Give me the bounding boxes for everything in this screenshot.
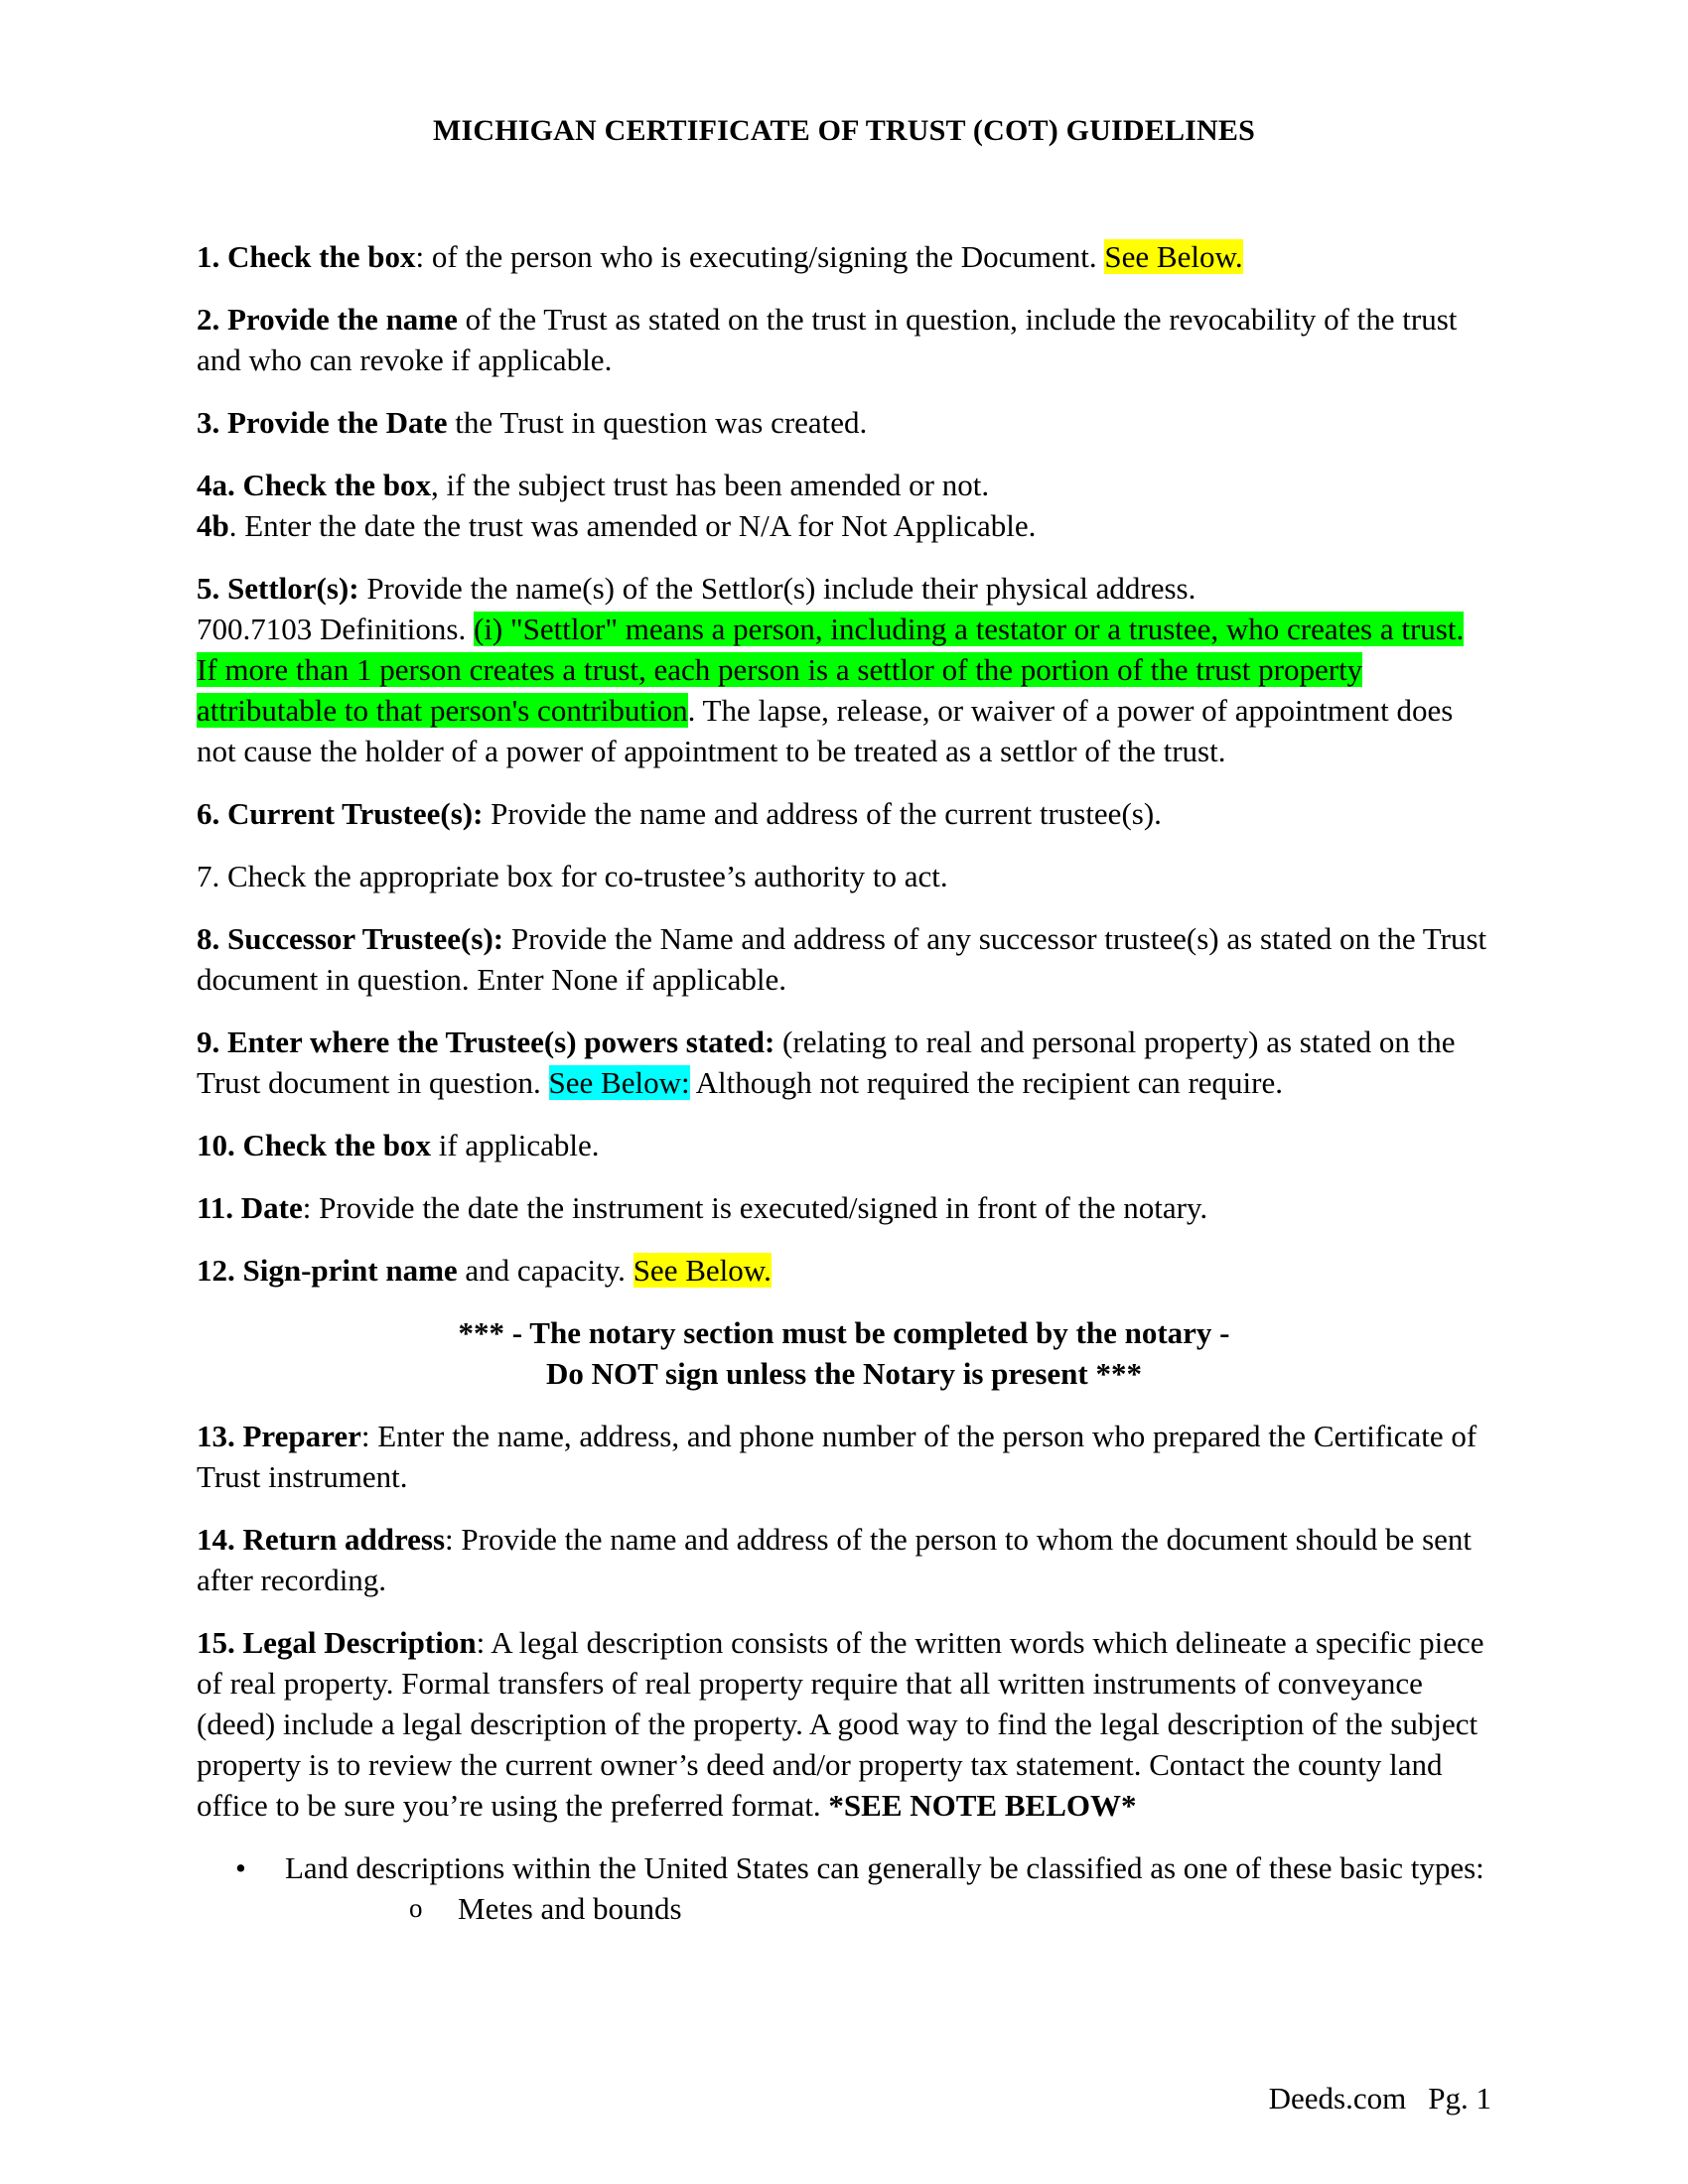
guidelines-body: [197, 236, 1491, 1929]
item-6-heading: 6. Current Trustee(s):: [197, 796, 484, 831]
item-11-text: : Provide the date the instrument is executed/signed in front of the notary.: [302, 1190, 1208, 1225]
item-3-heading: 3. Provide the Date: [197, 405, 448, 440]
sub-item-text: Metes and bounds: [458, 1891, 682, 1926]
bullet-icon: •: [235, 1850, 246, 1885]
item-15-heading: 15. Legal Description: [197, 1625, 477, 1660]
item-9-text: (relating to real and personal property) as stated on the Trust document in question.: [197, 1024, 1456, 1100]
item-1: [197, 236, 1491, 277]
item-5-heading: 5. Settlor(s):: [197, 571, 359, 606]
item-1-heading: 1. Check the box: [197, 239, 416, 274]
item-3-text: the Trust in question was created.: [447, 405, 868, 440]
item-15: [197, 1622, 1491, 1826]
item-9-highlight: See Below:: [548, 1065, 690, 1100]
item-6-text: Provide the name and address of the current trustee(s).: [483, 796, 1162, 831]
item-9: [197, 1022, 1491, 1103]
item-14: [197, 1519, 1491, 1600]
item-14-text: : Provide the name and address of the person to whom the document should be sent after recording.: [197, 1522, 1473, 1597]
sub-list-item: [197, 1888, 1491, 1929]
item-12-highlight: See Below.: [633, 1253, 772, 1288]
notary-warning-line-1: *** - The notary section must be completed by the notary -: [458, 1315, 1230, 1350]
item-7-text: 7. Check the appropriate box for co-trustee’s authority to act.: [197, 859, 948, 893]
item-13: [197, 1416, 1491, 1497]
item-11-heading: 11. Date: [197, 1190, 303, 1225]
item-2: [197, 299, 1491, 380]
document-title: MICHIGAN CERTIFICATE OF TRUST (COT) GUIDELINES: [432, 114, 1255, 147]
item-12-text: and capacity.: [457, 1253, 633, 1288]
item-6: [197, 793, 1491, 834]
item-5: [197, 568, 1491, 771]
item-14-heading: 14. Return address: [197, 1522, 446, 1557]
item-13-text: : Enter the name, address, and phone number of the person who prepared the Certificate of Trust instrument.: [197, 1419, 1477, 1494]
item-2-text: of the Trust as stated on the trust in question, include the revocability of the trust and who can revoke if applicable.: [197, 302, 1458, 377]
item-7: [197, 856, 1491, 896]
list-item: [197, 1847, 1491, 1888]
item-5-definition-prefix: 700.7103 Definitions.: [197, 612, 474, 646]
item-2-heading: 2. Provide the name: [197, 302, 458, 337]
item-3: [197, 402, 1491, 443]
item-4a-heading: 4a. Check the box: [197, 468, 431, 502]
item-4: [197, 465, 1491, 546]
circle-bullet-icon: o: [409, 1893, 423, 1923]
item-15-text: : A legal description consists of the written words which delineate a specific piece of real property. Formal transfers of real property require that all written instruments of conveyance (deed) include a legal description of the property. A good way to find the legal description of the subject property is to review the current owner’s deed and/or property tax statement. Contact the county land office to be sure you’re using the preferred format.: [197, 1625, 1484, 1823]
item-13-heading: 13. Preparer: [197, 1419, 361, 1453]
item-9-rest: Although not required the recipient can require.: [689, 1065, 1283, 1100]
item-1-highlight: See Below.: [1104, 239, 1243, 274]
item-8-text: Provide the Name and address of any successor trustee(s) as stated on the Trust document in question. Enter None if applicable.: [197, 921, 1487, 997]
notary-warning: [197, 1312, 1491, 1394]
item-10: [197, 1125, 1491, 1165]
item-12: [197, 1250, 1491, 1291]
footer-site: Deeds.com: [1268, 2081, 1407, 2116]
item-15-note: *SEE NOTE BELOW*: [828, 1788, 1137, 1823]
item-10-heading: 10. Check the box: [197, 1128, 431, 1162]
item-11: [197, 1187, 1491, 1228]
item-9-heading: 9. Enter where the Trustee(s) powers stated:: [197, 1024, 775, 1059]
item-12-heading: 12. Sign-print name: [197, 1253, 458, 1288]
item-4a-text: , if the subject trust has been amended or not.: [430, 468, 990, 502]
item-8: [197, 918, 1491, 1000]
bullet-text: Land descriptions within the United States can generally be classified as one of these basic types:: [285, 1850, 1484, 1885]
item-5-definition-highlight: (i) "Settlor" means a person, including a testator or a trustee, who creates a trust. If more than 1 person creates a trust, each person is a settlor of the portion of the trust property attributable to that person's contribution: [197, 612, 1465, 728]
page-number: Pg. 1: [1428, 2081, 1491, 2116]
item-5-definition-rest: . The lapse, release, or waiver of a power of appointment does not cause the holder of a power of appointment to be treated as a settlor of the trust.: [197, 693, 1454, 768]
item-10-text: if applicable.: [430, 1128, 600, 1162]
item-4b-text: . Enter the date the trust was amended or N/A for Not Applicable.: [228, 508, 1037, 543]
page-footer: [1269, 2078, 1491, 2118]
item-1-text: : of the person who is executing/signing the Document.: [415, 239, 1105, 274]
notary-warning-line-2: Do NOT sign unless the Notary is present ***: [546, 1356, 1142, 1391]
item-8-heading: 8. Successor Trustee(s):: [197, 921, 504, 956]
item-5-text: Provide the name(s) of the Settlor(s) include their physical address.: [358, 571, 1196, 606]
item-4b-heading: 4b: [197, 508, 229, 543]
